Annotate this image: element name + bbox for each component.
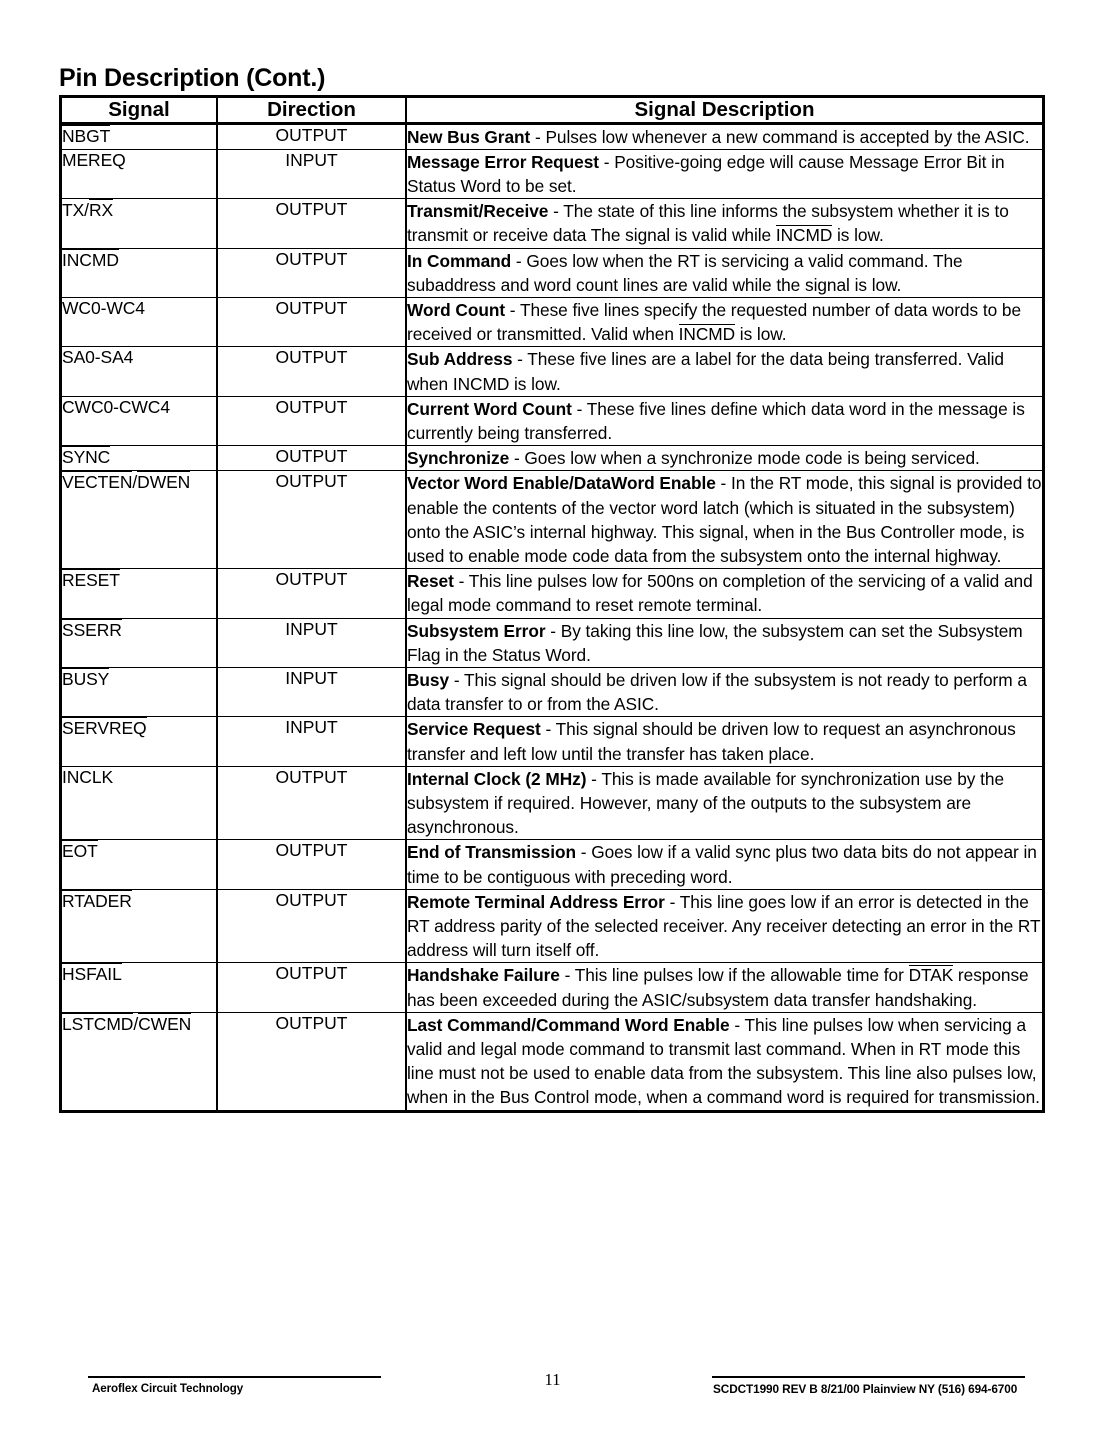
page-title: Pin Description (Cont.) [59,63,326,92]
active-low-overline: EOT [62,841,98,862]
cell-signal-description: Busy - This signal should be driven low if the subsystem is not ready to perform a data transfer to or from the ASIC. [406,668,1044,717]
cell-signal-description: Word Count - These five lines specify the requested number of data words to be received or transmitted. Valid when INCMD is low. [406,297,1044,346]
signal-description-term: Last Command/Command Word Enable [407,1014,730,1035]
active-low-overline: INCMD [775,225,833,246]
cell-signal-name [61,569,218,618]
table-row [61,123,1044,149]
cell-signal-name: MEREQ [61,149,218,198]
active-low-overline: SERVREQ [62,718,147,739]
cell-direction: OUTPUT [217,297,406,346]
column-header-signal-description: Signal Description [406,97,1044,124]
signal-description-term: Message Error Request [407,151,599,172]
cell-signal-name [61,446,218,471]
active-low-overline: RESET [62,570,120,591]
cell-signal-description: Sub Address - These five lines are a label for the data being transferred. Valid when INCMD is low. [406,347,1044,396]
table-row [61,471,1044,569]
signal-description-term: New Bus Grant [407,126,531,147]
cell-signal-name [61,889,218,963]
cell-signal-description: New Bus Grant - Pulses low whenever a new command is accepted by the ASIC. [406,123,1044,149]
table-row [61,297,1044,346]
table-row [61,396,1044,445]
signal-description-term: Service Request [407,719,541,740]
cell-signal-name: INCLK [61,766,218,840]
table-row [61,889,1044,963]
footer-doc-info: SCDCT1990 REV B 8/21/00 Plainview NY (516) 694-6700 [713,1382,1018,1396]
cell-direction: OUTPUT [217,199,406,248]
cell-direction: OUTPUT [217,248,406,297]
cell-signal-description: Message Error Request - Positive-going edge will cause Message Error Bit in Status Word to be set. [406,149,1044,198]
cell-signal-name: SA0-SA4 [61,347,218,396]
cell-direction: OUTPUT [217,840,406,889]
cell-signal-description: Current Word Count - These five lines define which data word in the message is currently being transferred. [406,396,1044,445]
cell-signal-description: Transmit/Receive - The state of this line informs the subsystem whether it is to transmit or receive data The signal is valid while INCMD is low. [406,199,1044,248]
cell-signal-name: VECTEN/DWEN [61,471,218,569]
cell-direction: OUTPUT [217,963,406,1012]
active-low-overline: SSERR [62,619,122,640]
active-low-overline: INCMD [62,249,119,270]
active-low-overline: DWEN [137,472,191,493]
table-row [61,446,1044,471]
active-low-overline: RTADER [62,890,132,911]
signal-description-term: Sub Address [407,349,513,370]
active-low-overline: DTAK [908,965,954,986]
signal-description-term: Internal Clock (2 MHz) [407,768,587,789]
signal-description-term: End of Transmission [407,842,577,863]
cell-signal-name [61,840,218,889]
cell-direction: OUTPUT [217,446,406,471]
cell-direction: OUTPUT [217,123,406,149]
active-low-overline: BUSY [62,669,110,690]
table-row [61,248,1044,297]
cell-direction: OUTPUT [217,766,406,840]
cell-signal-description: In Command - Goes low when the RT is servicing a valid command. The subaddress and word count lines are valid while the signal is low. [406,248,1044,297]
footer-doc-info-block [712,1376,1025,1396]
cell-direction: OUTPUT [217,347,406,396]
active-low-overline: HSFAIL [62,964,122,985]
cell-signal-name: LSTCMD/CWEN [61,1012,218,1111]
table-row [61,569,1044,618]
active-low-overline: SYNC [62,447,111,468]
cell-direction: OUTPUT [217,1012,406,1111]
table-row [61,618,1044,667]
cell-direction: INPUT [217,149,406,198]
cell-signal-name [61,123,218,149]
active-low-overline: LSTCMD [62,1013,134,1034]
table-body [61,123,1044,1111]
pin-description-table [59,95,1045,1113]
cell-signal-name [61,248,218,297]
table-row [61,149,1044,198]
cell-direction: INPUT [217,668,406,717]
signal-description-term: Word Count [407,299,506,320]
table-row [61,1012,1044,1111]
cell-direction: INPUT [217,618,406,667]
cell-signal-description: Synchronize - Goes low when a synchronize mode code is being serviced. [406,446,1044,471]
footer-page-number: 11 [544,1370,561,1389]
active-low-overline: CWEN [138,1013,192,1034]
signal-description-term: Busy [407,670,450,691]
cell-signal-name [61,717,218,766]
cell-signal-description: Internal Clock (2 MHz) - This is made available for synchronization use by the subsystem if required. However, many of the outputs to the subsystem are asynchronous. [406,766,1044,840]
cell-signal-description: Subsystem Error - By taking this line low, the subsystem can set the Subsystem Flag in the Status Word. [406,618,1044,667]
table-row [61,717,1044,766]
signal-description-term: Synchronize [407,448,510,469]
active-low-overline: INCMD [678,324,736,345]
table-row [61,347,1044,396]
signal-description-term: In Command [407,250,512,271]
cell-direction: OUTPUT [217,471,406,569]
cell-signal-name [61,668,218,717]
cell-signal-name: WC0-WC4 [61,297,218,346]
cell-direction: OUTPUT [217,889,406,963]
signal-description-term: Handshake Failure [407,965,560,986]
table-row [61,199,1044,248]
footer-company-name: Aeroflex Circuit Technology [92,1382,244,1395]
table-row [61,840,1044,889]
cell-signal-description: Handshake Failure - This line pulses low if the allowable time for DTAK response has been exceeded during the ASIC/subsystem data transfer handshaking. [406,963,1044,1012]
signal-description-term: Current Word Count [407,398,572,419]
cell-direction: OUTPUT [217,569,406,618]
table-header-row [61,97,1044,124]
cell-signal-description: Reset - This line pulses low for 500ns on completion of the servicing of a valid and legal mode command to reset remote terminal. [406,569,1044,618]
cell-signal-description: End of Transmission - Goes low if a valid sync plus two data bits do not appear in time to be contiguous with preceding word. [406,840,1044,889]
table-row [61,963,1044,1012]
active-low-overline: RX [88,200,114,221]
active-low-overline: VECTEN [62,472,133,493]
column-header-signal: Signal [61,97,218,124]
table-row [61,766,1044,840]
signal-description-term: Transmit/Receive [407,201,549,222]
signal-description-term: Reset [407,571,454,592]
cell-signal-name [61,963,218,1012]
cell-direction: OUTPUT [217,396,406,445]
table-row [61,668,1044,717]
cell-direction: INPUT [217,717,406,766]
cell-signal-description: Last Command/Command Word Enable - This line pulses low when servicing a valid and legal mode command to transmit last command. When in RT mode this line must not be used to enable data from the subsystem. This line also pulses low, when in the Bus Control mode, when a command word is required for transmission. [406,1012,1044,1111]
cell-signal-name [61,618,218,667]
signal-description-term: Subsystem Error [407,620,546,641]
column-header-direction: Direction [217,97,406,124]
cell-signal-description: Remote Terminal Address Error - This line goes low if an error is detected in the RT address parity of the selected receiver. Any receiver detecting an error in the RT address will turn itself off. [406,889,1044,963]
cell-signal-name: CWC0-CWC4 [61,396,218,445]
active-low-overline: NBGT [62,125,111,146]
cell-signal-description: Vector Word Enable/DataWord Enable - In the RT mode, this signal is provided to enable the contents of the vector word latch (which is situated in the subsystem) onto the ASIC’s internal highway. This signal, when in the Bus Controller mode, is used to enable mode code data from the subsystem onto the internal highway. [406,471,1044,569]
cell-signal-name: TX/RX [61,199,218,248]
signal-description-term: Vector Word Enable/DataWord Enable [407,473,716,494]
cell-signal-description: Service Request - This signal should be driven low to request an asynchronous transfer and left low until the transfer has taken place. [406,717,1044,766]
signal-description-term: Remote Terminal Address Error [407,891,665,912]
